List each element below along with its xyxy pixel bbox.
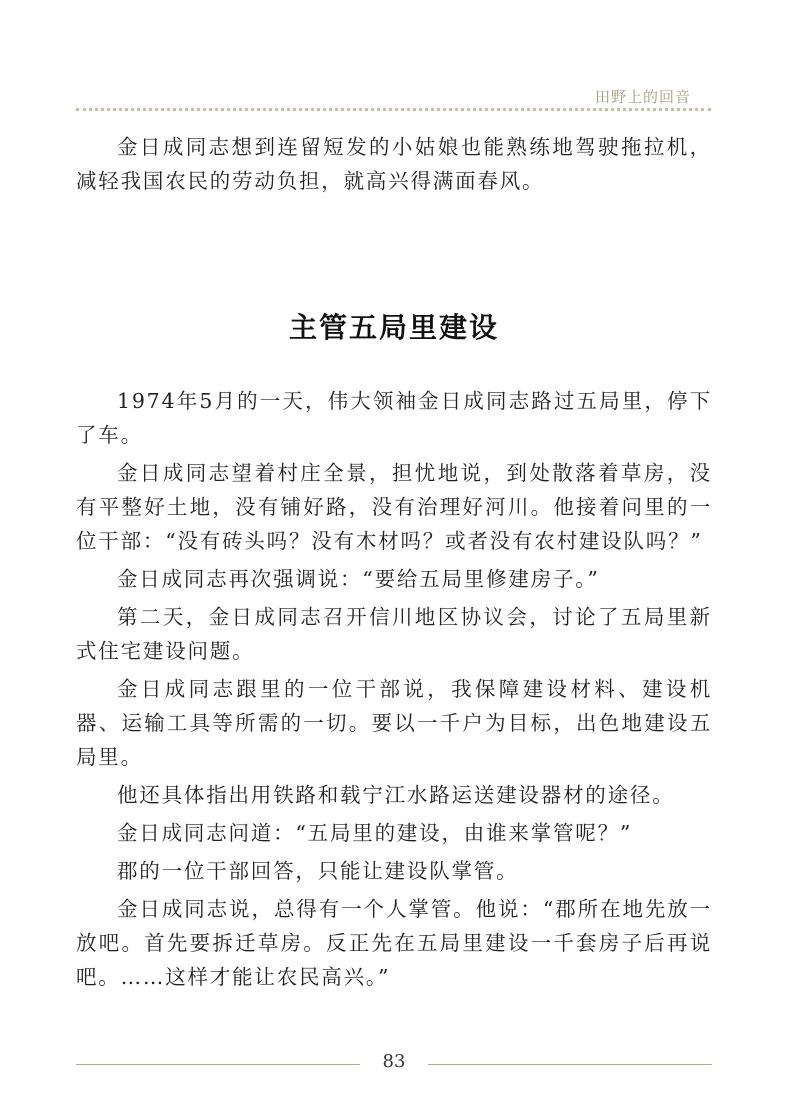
paragraph: 1974年5月的一天，伟大领袖金日成同志路过五局里，停下了车。 — [76, 389, 712, 447]
paragraph: 金日成同志再次强调说：“要给五局里修建房子。” — [117, 567, 600, 591]
section-title: 主管五局里建设 — [288, 311, 499, 344]
section-spacer — [76, 198, 712, 306]
footer-rule-right — [428, 1064, 712, 1065]
paragraph: 郡的一位干部回答，只能让建设队掌管。 — [117, 859, 519, 883]
page-number: 83 — [382, 1051, 406, 1072]
page-body — [76, 130, 712, 994]
paragraph: 金日成同志说，总得有一个人掌管。他说：“郡所在地先放一放吧。首先要拆迁草房。反正先在五局里建设一千套房子后再说吧。……这样才能让农民高兴。” — [76, 897, 712, 989]
paragraph: 金日成同志想到连留短发的小姑娘也能熟练地驾驶拖拉机，减轻我国农民的劳动负担，就高兴得满面春风。 — [76, 135, 712, 193]
paragraph: 他还具体指出用铁路和载宁江水路运送建设器材的途径。 — [117, 783, 675, 807]
paragraph: 第二天，金日成同志召开信川地区协议会，讨论了五局里新式住宅建设问题。 — [76, 605, 712, 663]
running-head-title: 田野上的回音 — [594, 88, 691, 106]
paragraph: 金日成同志望着村庄全景，担忧地说，到处散落着草房，没有平整好土地，没有铺好路，没有治理好河川。他接着问里的一位干部：“没有砖头吗？没有木材吗？或者没有农村建设队吗？” — [76, 461, 712, 553]
footer-rule-left — [76, 1064, 360, 1065]
paragraph: 金日成同志跟里的一位干部说，我保障建设材料、建设机器、运输工具等所需的一切。要以一千户为目标，出色地建设五局里。 — [76, 677, 712, 769]
header-dotted-rule — [76, 108, 711, 111]
paragraph: 金日成同志问道：“五局里的建设，由谁来掌管呢？” — [117, 821, 633, 845]
